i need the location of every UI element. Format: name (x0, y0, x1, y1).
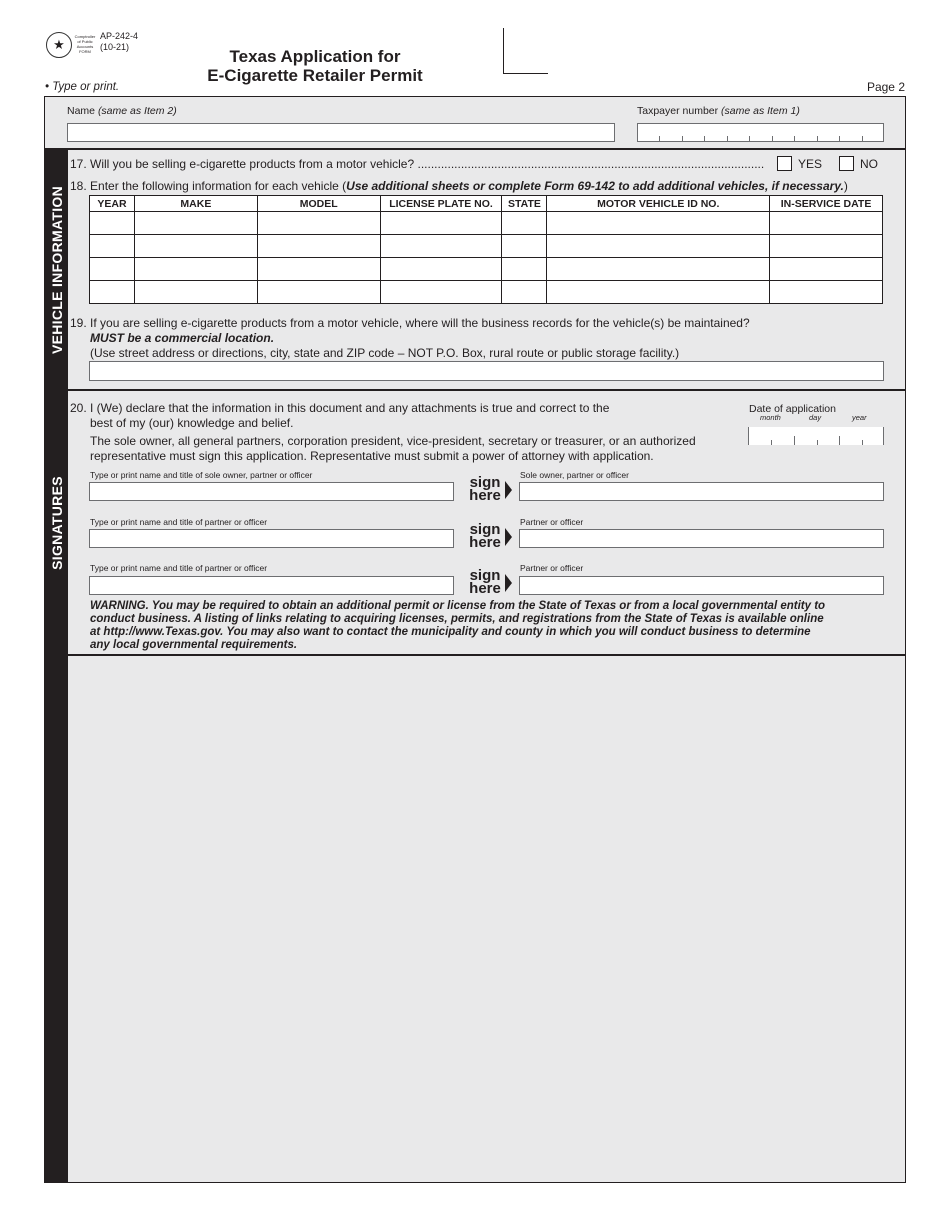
signer-1-signature-field[interactable] (519, 482, 884, 501)
signatures-section-label: SIGNATURES (48, 475, 65, 570)
signer-2-signature-field[interactable] (519, 529, 884, 548)
signer-3-signature-field[interactable] (519, 576, 884, 595)
sign-here-marker (467, 523, 503, 549)
signer-1-name-field[interactable] (89, 482, 454, 501)
table-cell[interactable] (770, 212, 883, 235)
column-header: IN-SERVICE DATE (770, 196, 883, 212)
taxpayer-number-field[interactable] (637, 123, 884, 142)
table-row (90, 235, 883, 258)
vehicle-section-label: VEHICLE INFORMATION (48, 185, 65, 354)
table-cell[interactable] (134, 212, 257, 235)
signer-name-label: Type or print name and title of sole owner, partner or officer (90, 470, 313, 480)
divider-top (44, 148, 906, 150)
name-field[interactable] (67, 123, 615, 142)
table-cell[interactable] (547, 212, 770, 235)
corner-mark (503, 28, 548, 74)
column-header: MODEL (257, 196, 380, 212)
warning-line: any local governmental requirements. (90, 639, 298, 651)
column-header: LICENSE PLATE NO. (380, 196, 502, 212)
table-cell[interactable] (502, 212, 547, 235)
column-header: STATE (502, 196, 547, 212)
here-word: here (469, 580, 501, 597)
sign-here-marker (467, 476, 503, 502)
table-cell[interactable] (547, 281, 770, 304)
table-cell[interactable] (380, 258, 502, 281)
table-row (90, 281, 883, 304)
table-cell[interactable] (90, 281, 135, 304)
divider-signatures (44, 654, 906, 656)
table-row (90, 212, 883, 235)
form-number: AP-242-4 (100, 31, 139, 41)
form-number-block (100, 31, 138, 53)
signature-label: Partner or officer (520, 563, 584, 573)
date-year-label: year (852, 413, 867, 422)
question-19: 19. If you are selling e-cigarette products from a motor vehicle, where will the business records for the vehicle(s) be maintained? (70, 316, 750, 330)
question-20-line-2: best of my (our) knowledge and belief. (90, 416, 294, 430)
sign-arrow-icon (505, 574, 512, 592)
signature-label: Partner or officer (520, 517, 584, 527)
here-word: here (469, 487, 501, 504)
question-19-requirement: MUST be a commercial location. (90, 331, 275, 345)
form-title (192, 47, 438, 85)
signature-label: Sole owner, partner or officer (520, 470, 629, 480)
form-title-line-2: E-Cigarette Retailer Permit (207, 66, 423, 85)
column-header: YEAR (90, 196, 135, 212)
column-header: MOTOR VEHICLE ID NO. (547, 196, 770, 212)
date-day-label: day (809, 413, 822, 422)
date-of-application-label: Date of application (749, 403, 836, 415)
question-20-line-4: representative must sign this application. Representative must submit a power of attorney with application. (90, 449, 654, 463)
divider-vehicle (44, 389, 906, 391)
business-records-location-field[interactable] (89, 361, 884, 381)
table-cell[interactable] (380, 235, 502, 258)
table-cell[interactable] (257, 212, 380, 235)
name-label: Name (same as Item 2) (67, 105, 177, 117)
taxpayer-number-label: Taxpayer number (same as Item 1) (637, 105, 800, 117)
table-cell[interactable] (380, 281, 502, 304)
signer-name-label: Type or print name and title of partner or officer (90, 563, 268, 573)
question-18: 18. Enter the following information for each vehicle (Use additional sheets or complete Form 69-142 to add additional vehicles, if necessary.) (70, 179, 848, 193)
column-header: MAKE (134, 196, 257, 212)
comptroller-seal-icon: ★ (46, 32, 72, 58)
question-20-line-3: The sole owner, all general partners, corporation president, vice-president, secretary or treasurer, or an authorized (90, 434, 696, 448)
sign-here-marker (467, 569, 503, 595)
signer-3-name-field[interactable] (89, 576, 454, 595)
table-cell[interactable] (502, 281, 547, 304)
blank-section-sidebar (45, 656, 68, 1182)
vehicle-table (89, 195, 883, 304)
vehicle-table-header (90, 196, 883, 212)
type-or-print-note: • Type or print. (45, 81, 120, 93)
table-cell[interactable] (547, 235, 770, 258)
q17-no-checkbox[interactable] (839, 156, 854, 171)
table-cell[interactable] (770, 235, 883, 258)
warning-line: WARNING. You may be required to obtain an additional permit or license from the State of Texas or from a local governmental entity to (90, 600, 826, 612)
date-month-label: month (760, 413, 781, 422)
table-cell[interactable] (380, 212, 502, 235)
table-cell[interactable] (770, 258, 883, 281)
table-row (90, 258, 883, 281)
table-cell[interactable] (502, 258, 547, 281)
q17-yes-label: YES (798, 157, 823, 171)
table-cell[interactable] (134, 258, 257, 281)
signer-2-name-field[interactable] (89, 529, 454, 548)
table-cell[interactable] (90, 235, 135, 258)
sign-arrow-icon (505, 528, 512, 546)
question-20-line-1: 20. I (We) declare that the information in this document and any attachments is true and correct to the (70, 401, 610, 415)
sign-word: sign (469, 521, 501, 538)
sign-arrow-icon (505, 481, 512, 499)
table-cell[interactable] (90, 258, 135, 281)
warning-line: at http://www.Texas.gov. You may also want to contact the municipality and county in which you will conduct business to determine (90, 626, 811, 638)
page-number: Page 2 (866, 80, 905, 94)
table-cell[interactable] (257, 281, 380, 304)
form-title-line-1: Texas Application for (229, 47, 401, 66)
question-19-hint: (Use street address or directions, city, state and ZIP code – NOT P.O. Box, rural route or public storage facility.) (90, 346, 680, 360)
question-17: 17. Will you be selling e-cigarette products from a motor vehicle? ........................................................................................................ (70, 157, 765, 171)
table-cell[interactable] (502, 235, 547, 258)
q17-no-label: NO (860, 157, 878, 171)
table-cell[interactable] (257, 258, 380, 281)
date-of-application-field[interactable] (748, 427, 884, 445)
table-cell[interactable] (257, 235, 380, 258)
signer-name-label: Type or print name and title of partner or officer (90, 517, 268, 527)
table-cell[interactable] (134, 281, 257, 304)
here-word: here (469, 534, 501, 551)
warning-line: conduct business. A listing of links relating to acquiring licenses, permits, and registrations from the State of Texas is available online (90, 613, 824, 625)
agency-name: Comptroller of Public Accounts FORM (74, 34, 96, 54)
table-cell[interactable] (770, 281, 883, 304)
q17-yes-checkbox[interactable] (777, 156, 792, 171)
table-cell[interactable] (134, 235, 257, 258)
table-cell[interactable] (90, 212, 135, 235)
form-revision: (10-21) (100, 42, 130, 52)
table-cell[interactable] (547, 258, 770, 281)
sign-word: sign (469, 567, 501, 584)
sign-word: sign (469, 474, 501, 491)
warning-notice (90, 600, 825, 652)
